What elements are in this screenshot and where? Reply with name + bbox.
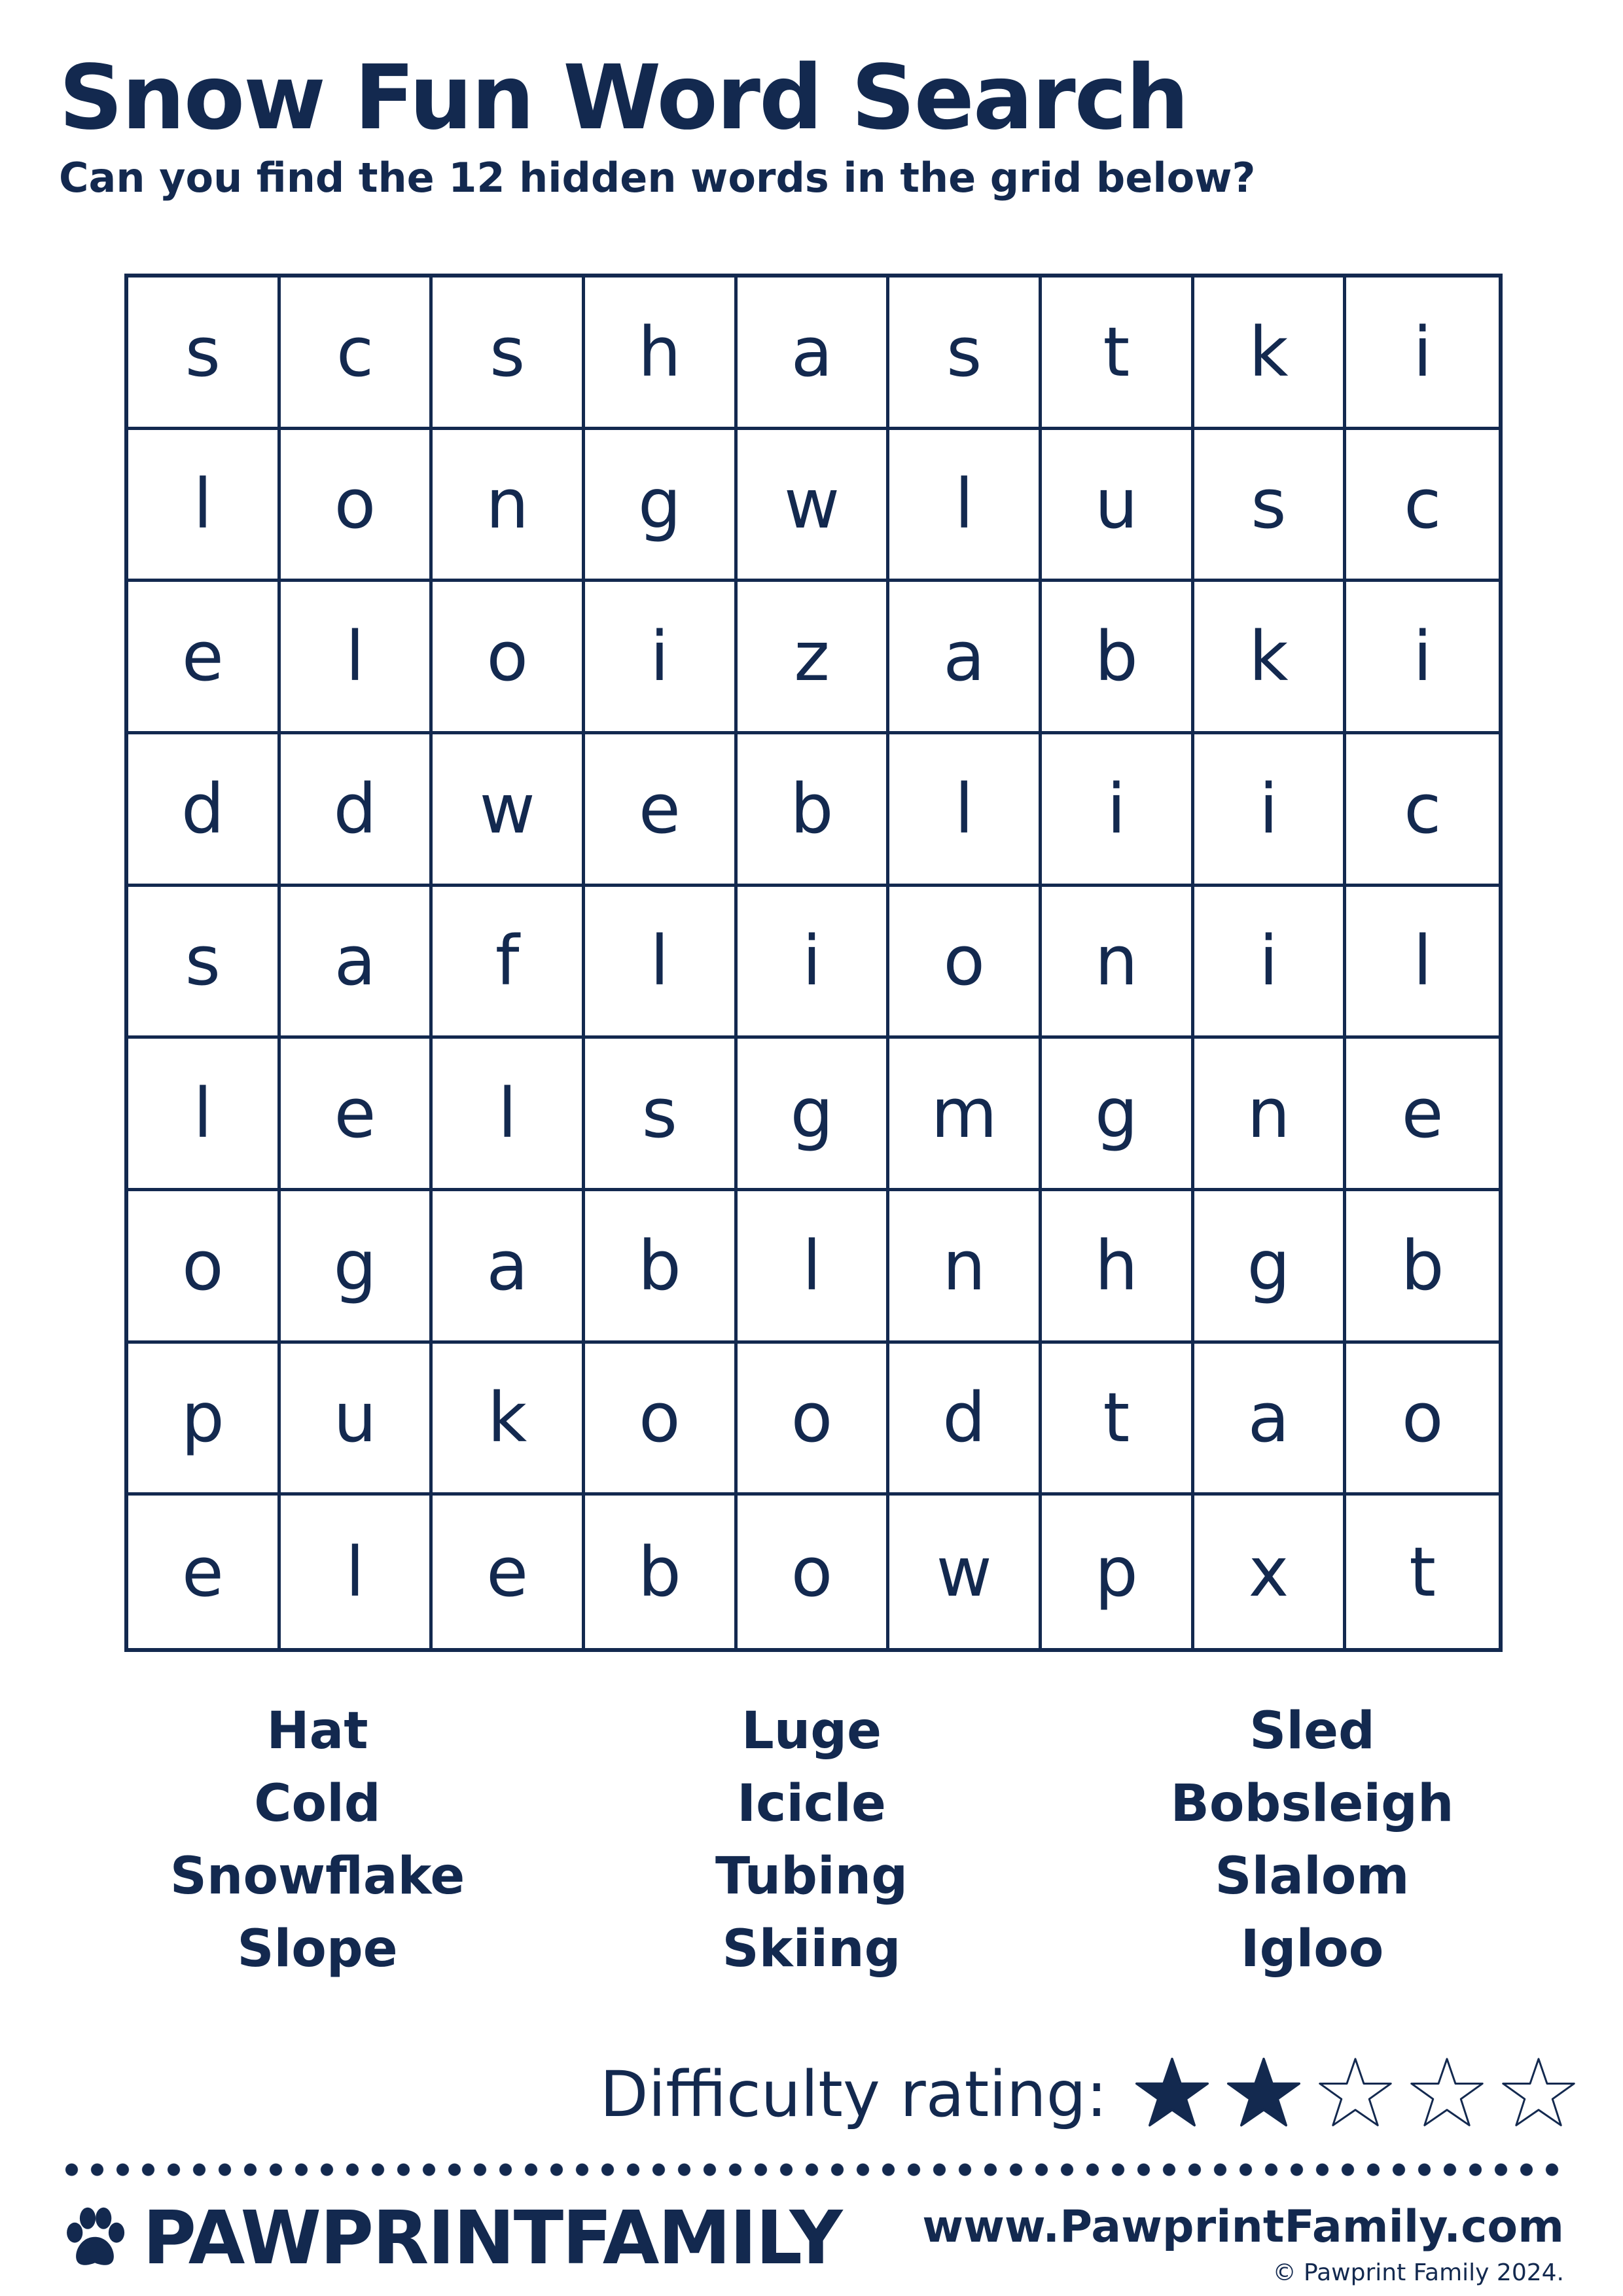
word-list-item: Skiing bbox=[722, 1920, 901, 1979]
grid-cell[interactable]: x bbox=[1194, 1496, 1347, 1648]
word-list-column-1 bbox=[121, 1695, 514, 1986]
dotted-divider bbox=[59, 2163, 1564, 2176]
grid-cell[interactable]: k bbox=[433, 1344, 585, 1496]
grid-cell[interactable]: b bbox=[738, 734, 890, 887]
grid-cell[interactable]: o bbox=[889, 887, 1042, 1039]
word-list-item: Igloo bbox=[1240, 1920, 1384, 1979]
grid-cell[interactable]: e bbox=[1346, 1039, 1499, 1191]
grid-cell[interactable]: d bbox=[281, 734, 433, 887]
grid-cell[interactable]: p bbox=[128, 1344, 281, 1496]
grid-cell[interactable]: o bbox=[281, 430, 433, 583]
grid-cell[interactable]: f bbox=[433, 887, 585, 1039]
grid-cell[interactable]: b bbox=[1042, 582, 1194, 734]
grid-cell[interactable]: g bbox=[1194, 1191, 1347, 1344]
grid-cell[interactable]: i bbox=[1346, 278, 1499, 430]
grid-cell[interactable]: a bbox=[1194, 1344, 1347, 1496]
grid-cell[interactable]: s bbox=[585, 1039, 738, 1191]
grid-cell[interactable]: s bbox=[128, 887, 281, 1039]
page-title: Snow Fun Word Search bbox=[59, 46, 1188, 150]
grid-cell[interactable]: n bbox=[433, 430, 585, 583]
grid-cell[interactable]: o bbox=[738, 1344, 890, 1496]
word-list-item: Sled bbox=[1249, 1702, 1375, 1761]
word-list-item: Bobsleigh bbox=[1170, 1774, 1454, 1833]
grid-cell[interactable]: h bbox=[585, 278, 738, 430]
grid-cell[interactable]: k bbox=[1194, 278, 1347, 430]
grid-cell[interactable]: u bbox=[281, 1344, 433, 1496]
grid-cell[interactable]: g bbox=[1042, 1039, 1194, 1191]
grid-cell[interactable]: b bbox=[585, 1496, 738, 1648]
grid-cell[interactable]: w bbox=[738, 430, 890, 583]
grid-cell[interactable]: i bbox=[1346, 582, 1499, 734]
grid-cell[interactable]: l bbox=[738, 1191, 890, 1344]
letter-grid bbox=[124, 274, 1503, 1652]
grid-cell[interactable]: i bbox=[1194, 887, 1347, 1039]
grid-cell[interactable]: c bbox=[1346, 430, 1499, 583]
difficulty-rating bbox=[600, 2055, 1577, 2134]
brand-logo bbox=[59, 2196, 842, 2281]
brand-name: PAWPRINTFAMILY bbox=[143, 2196, 842, 2281]
grid-cell[interactable]: l bbox=[585, 887, 738, 1039]
grid-cell[interactable]: i bbox=[738, 887, 890, 1039]
grid-cell[interactable]: s bbox=[128, 278, 281, 430]
grid-cell[interactable]: e bbox=[433, 1496, 585, 1648]
grid-cell[interactable]: h bbox=[1042, 1191, 1194, 1344]
grid-cell[interactable]: a bbox=[738, 278, 890, 430]
grid-cell[interactable]: z bbox=[738, 582, 890, 734]
word-list-item: Slope bbox=[237, 1920, 398, 1979]
grid-cell[interactable]: d bbox=[128, 734, 281, 887]
grid-cell[interactable]: w bbox=[889, 1496, 1042, 1648]
star-empty-icon bbox=[1500, 2056, 1577, 2133]
word-list-column-2 bbox=[615, 1695, 1008, 1986]
grid-cell[interactable]: n bbox=[1042, 887, 1194, 1039]
grid-cell[interactable]: n bbox=[889, 1191, 1042, 1344]
grid-cell[interactable]: l bbox=[889, 430, 1042, 583]
grid-cell[interactable]: l bbox=[281, 1496, 433, 1648]
grid-cell[interactable]: l bbox=[128, 1039, 281, 1191]
grid-cell[interactable]: o bbox=[128, 1191, 281, 1344]
star-filled-icon bbox=[1225, 2056, 1302, 2133]
grid-cell[interactable]: e bbox=[128, 582, 281, 734]
word-list-item: Cold bbox=[254, 1774, 381, 1833]
grid-cell[interactable]: a bbox=[433, 1191, 585, 1344]
word-list-item: Snowflake bbox=[169, 1847, 465, 1906]
grid-cell[interactable]: e bbox=[128, 1496, 281, 1648]
grid-cell[interactable]: a bbox=[889, 582, 1042, 734]
grid-cell[interactable]: o bbox=[1346, 1344, 1499, 1496]
grid-cell[interactable]: m bbox=[889, 1039, 1042, 1191]
grid-cell[interactable]: e bbox=[585, 734, 738, 887]
grid-cell[interactable]: i bbox=[1194, 734, 1347, 887]
star-empty-icon bbox=[1408, 2056, 1486, 2133]
grid-cell[interactable]: i bbox=[1042, 734, 1194, 887]
grid-cell[interactable]: l bbox=[281, 582, 433, 734]
subtitle: Can you find the 12 hidden words in the grid below? bbox=[59, 154, 1256, 202]
grid-cell[interactable]: d bbox=[889, 1344, 1042, 1496]
grid-cell[interactable]: t bbox=[1042, 278, 1194, 430]
copyright-notice: © Pawprint Family 2024. bbox=[1272, 2259, 1564, 2286]
grid-cell[interactable]: l bbox=[128, 430, 281, 583]
word-list-column-3 bbox=[1116, 1695, 1508, 1986]
grid-cell[interactable]: u bbox=[1042, 430, 1194, 583]
word-list-item: Luge bbox=[741, 1702, 882, 1761]
word-list-item: Icicle bbox=[737, 1774, 886, 1833]
word-list-item: Tubing bbox=[715, 1847, 908, 1906]
grid-cell[interactable]: g bbox=[738, 1039, 890, 1191]
grid-cell[interactable]: l bbox=[1346, 887, 1499, 1039]
grid-cell[interactable]: s bbox=[433, 278, 585, 430]
paw-print-icon bbox=[59, 2202, 131, 2274]
grid-cell[interactable]: p bbox=[1042, 1496, 1194, 1648]
grid-cell[interactable]: g bbox=[281, 1191, 433, 1344]
grid-cell[interactable]: s bbox=[1194, 430, 1347, 583]
difficulty-label: Difficulty rating: bbox=[599, 2058, 1107, 2131]
grid-cell[interactable]: o bbox=[433, 582, 585, 734]
word-list-item: Slalom bbox=[1215, 1847, 1410, 1906]
grid-cell[interactable]: o bbox=[738, 1496, 890, 1648]
grid-cell[interactable]: w bbox=[433, 734, 585, 887]
grid-cell[interactable]: g bbox=[585, 430, 738, 583]
grid-cell[interactable]: n bbox=[1194, 1039, 1347, 1191]
grid-cell[interactable]: s bbox=[889, 278, 1042, 430]
grid-cell[interactable]: k bbox=[1194, 582, 1347, 734]
grid-cell[interactable]: c bbox=[281, 278, 433, 430]
star-empty-icon bbox=[1317, 2056, 1394, 2133]
grid-cell[interactable]: c bbox=[1346, 734, 1499, 887]
grid-cell[interactable]: a bbox=[281, 887, 433, 1039]
grid-cell[interactable]: t bbox=[1409, 1532, 1436, 1612]
word-list-item: Hat bbox=[266, 1702, 368, 1761]
grid-cell[interactable]: e bbox=[281, 1039, 433, 1191]
grid-cell[interactable]: l bbox=[433, 1039, 585, 1191]
grid-cell[interactable]: i bbox=[585, 582, 738, 734]
star-filled-icon bbox=[1133, 2056, 1211, 2133]
website-link[interactable]: www.PawprintFamily.com bbox=[922, 2201, 1564, 2253]
grid-cell[interactable]: b bbox=[585, 1191, 738, 1344]
grid-cell[interactable]: b bbox=[1346, 1191, 1499, 1344]
grid-cell[interactable]: t bbox=[1042, 1344, 1194, 1496]
grid-cell[interactable]: l bbox=[889, 734, 1042, 887]
grid-cell[interactable]: o bbox=[585, 1344, 738, 1496]
